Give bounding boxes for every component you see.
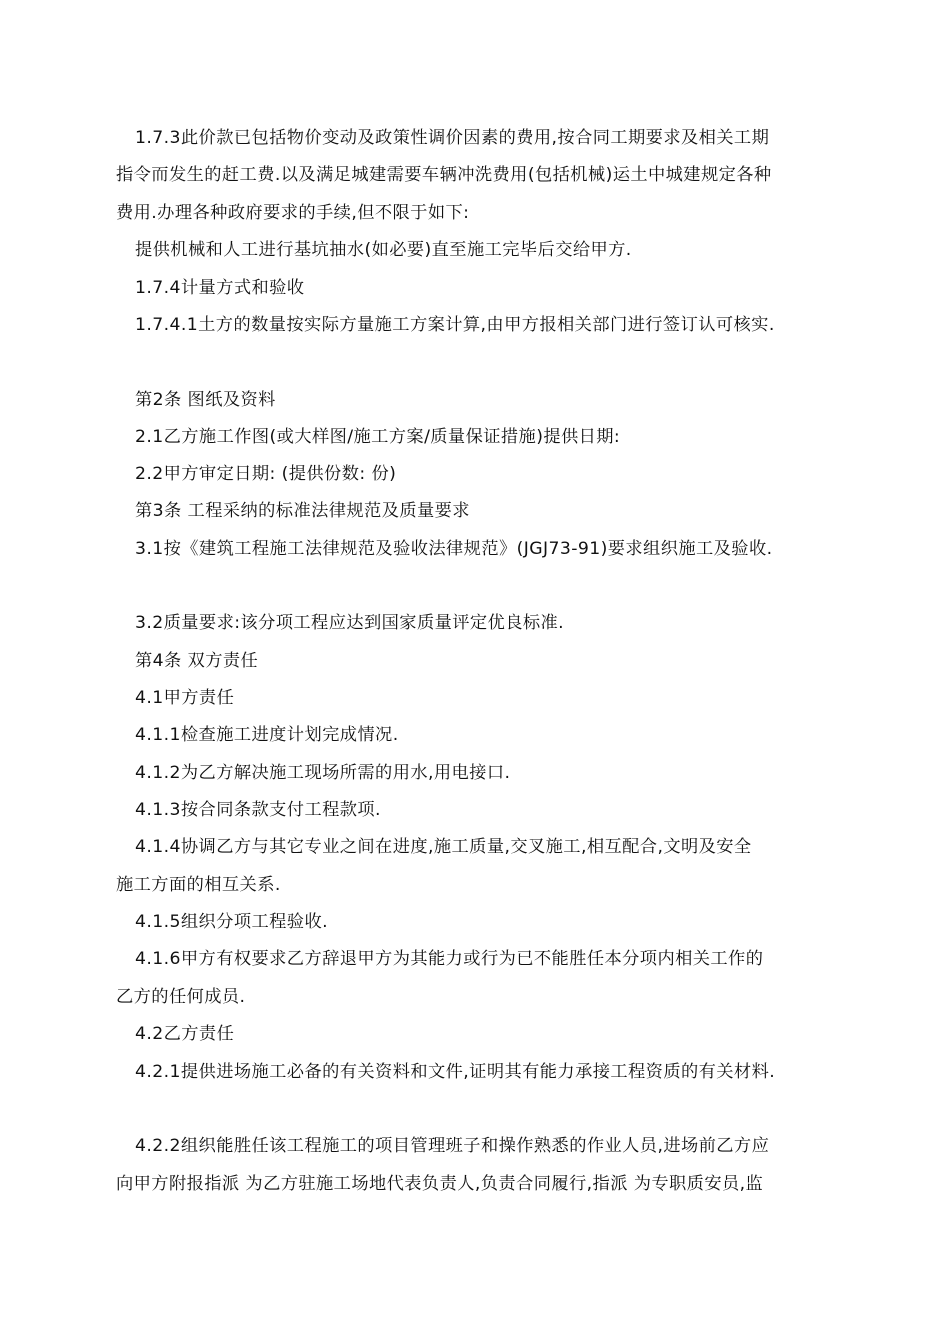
text-line: 2.2甲方审定日期: (提供份数: 份) — [135, 464, 397, 484]
text-line: 4.1.6甲方有权要求乙方辞退甲方为其能力或行为已不能胜任本分项内相关工作的 — [135, 949, 764, 969]
text-line: 费用.办理各种政府要求的手续,但不限于如下: — [116, 203, 470, 223]
text-line: 4.2.1提供进场施工必备的有关资料和文件,证明其有能力承接工程资质的有关材料. — [135, 1062, 776, 1082]
text-line: 4.1.1检查施工进度计划完成情况. — [135, 725, 399, 745]
section-heading: 4.1甲方责任 — [135, 688, 235, 708]
text-line: 施工方面的相互关系. — [116, 875, 281, 895]
text-line: 3.2质量要求:该分项工程应达到国家质量评定优良标准. — [135, 613, 565, 633]
article-heading: 第2条 图纸及资料 — [135, 390, 276, 410]
text-line: 指令而发生的赶工费.以及满足城建需要车辆冲洗费用(包括机械)运土中城建规定各种 — [116, 165, 772, 185]
text-line: 4.1.4协调乙方与其它专业之间在进度,施工质量,交叉施工,相互配合,文明及安全 — [135, 837, 752, 857]
article-heading: 第4条 双方责任 — [135, 651, 259, 671]
text-line: 乙方的任何成员. — [116, 987, 246, 1007]
text-line: 4.2.2组织能胜任该工程施工的项目管理班子和操作熟悉的作业人员,进场前乙方应 — [135, 1136, 770, 1156]
text-line: 向甲方附报指派 为乙方驻施工场地代表负责人,负责合同履行,指派 为专职质安员,监 — [116, 1174, 764, 1194]
text-line: 1.7.4.1土方的数量按实际方量施工方案计算,由甲方报相关部门进行签订认可核实. — [135, 315, 775, 335]
text-line: 3.1按《建筑工程施工法律规范及验收法律规范》(JGJ73-91)要求组织施工及验收. — [135, 539, 773, 559]
text-line: 4.1.2为乙方解决施工现场所需的用水,用电接口. — [135, 763, 511, 783]
section-heading: 4.2乙方责任 — [135, 1024, 235, 1044]
text-line: 4.1.3按合同条款支付工程款项. — [135, 800, 381, 820]
article-heading: 第3条 工程采纳的标准法律规范及质量要求 — [135, 501, 470, 521]
text-line: 提供机械和人工进行基坑抽水(如必要)直至施工完毕后交给甲方. — [135, 240, 632, 260]
text-line: 1.7.3此价款已包括物价变动及政策性调价因素的费用,按合同工期要求及相关工期 — [135, 128, 770, 148]
text-line: 4.1.5组织分项工程验收. — [135, 912, 328, 932]
section-heading: 1.7.4计量方式和验收 — [135, 278, 305, 298]
text-line: 2.1乙方施工作图(或大样图/施工方案/质量保证措施)提供日期: — [135, 427, 621, 447]
